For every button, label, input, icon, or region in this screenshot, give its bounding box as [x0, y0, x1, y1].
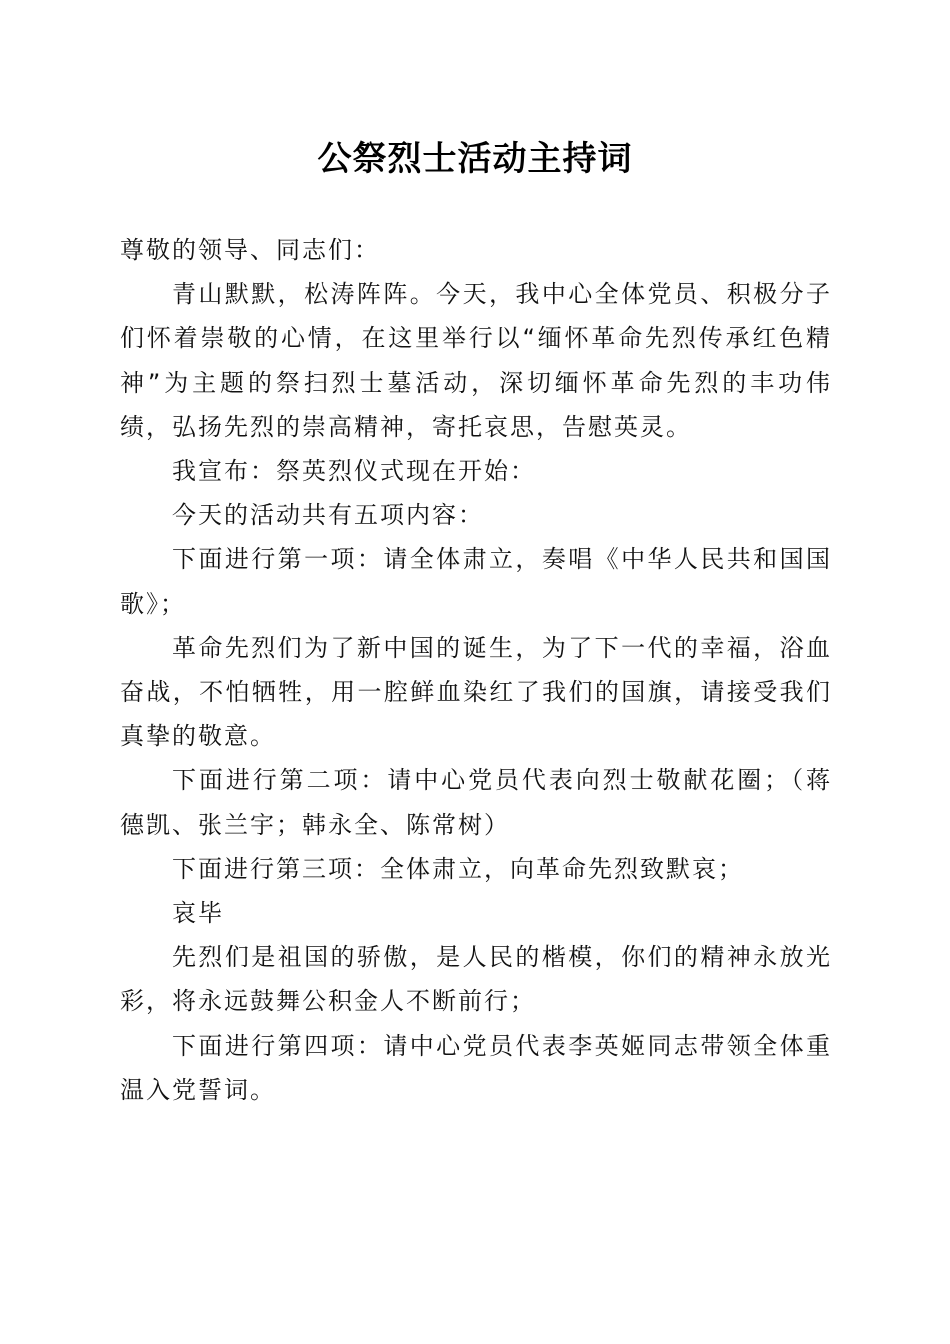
document-title: 公祭烈士活动主持词 [317, 139, 633, 179]
paragraph-item-four: 下面进行第四项：请中心党员代表李英姬同志带领全体重温入党誓词。 [120, 1031, 832, 1104]
paragraph-praise: 先烈们是祖国的骄傲，是人民的楷模，你们的精神永放光彩，将永远鼓舞公积金人不断前行； [120, 943, 832, 1016]
paragraph-agenda-count: 今天的活动共有五项内容： [172, 501, 484, 530]
paragraph-tribute: 革命先烈们为了新中国的诞生，为了下一代的幸福，浴血奋战，不怕牺牲，用一腔鲜血染红了我们的国旗，请接受我们真挚的敬意。 [120, 633, 832, 751]
paragraph-silence-end: 哀毕 [172, 899, 224, 928]
paragraph-item-three: 下面进行第三项：全体肃立，向革命先烈致默哀； [172, 854, 744, 883]
paragraph-announce-start: 我宣布：祭英烈仪式现在开始： [172, 457, 536, 486]
paragraph-item-one: 下面进行第一项：请全体肃立，奏唱《中华人民共和国国歌》； [120, 545, 832, 618]
paragraph-item-two: 下面进行第二项：请中心党员代表向烈士敬献花圈；（蒋德凯、张兰宇；韩永全、陈常树） [120, 766, 832, 839]
document-body [120, 228, 832, 1112]
paragraph-opening: 青山默默，松涛阵阵。今天，我中心全体党员、积极分子们怀着崇敬的心情，在这里举行以“缅怀革命先烈传承红色精神”为主题的祭扫烈士墓活动，深切缅怀革命先烈的丰功伟绩，弘扬先烈的崇高精神，寄托哀思，告慰英灵。 [120, 280, 832, 441]
salutation: 尊敬的领导、同志们： [120, 236, 380, 264]
